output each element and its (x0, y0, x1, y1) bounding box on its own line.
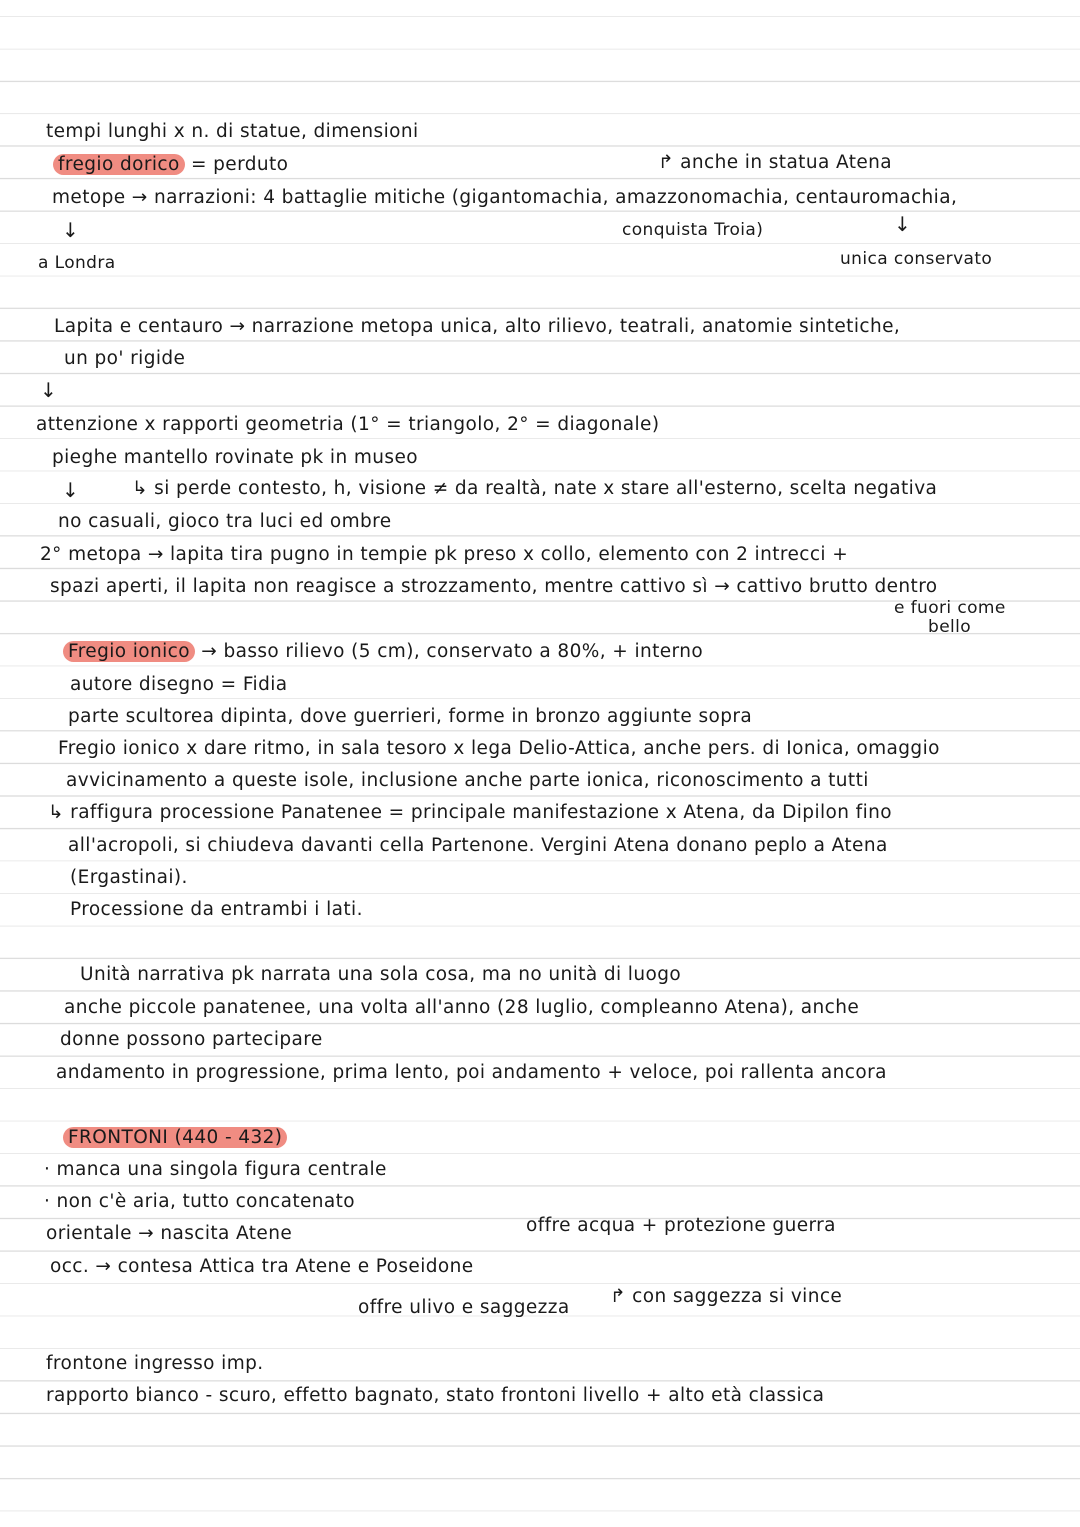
note-line: (Ergastinai). (70, 867, 188, 888)
note-line: Lapita e centauro → narrazione metopa unica, alto rilievo, teatrali, anatomie sintetiche, (54, 316, 901, 337)
note-line: · non c'è aria, tutto concatenato (44, 1191, 355, 1212)
note-line: rapporto bianco - scuro, effetto bagnato, stato frontoni livello + alto età classica (46, 1385, 825, 1406)
note-annotation: ↱ anche in statua Atena (658, 152, 893, 173)
note-annotation: ↱ con saggezza si vince (610, 1286, 843, 1307)
note-line: conquista Troia) (622, 220, 764, 240)
highlight-heading: Fregio ionico (63, 641, 195, 662)
note-line: autore disegno = Fidia (70, 674, 288, 695)
arrow-down-icon: ↓ (62, 478, 79, 502)
note-line: Unità narrativa pk narrata una sola cosa, ma no unità di luogo (80, 964, 682, 985)
highlight-heading: fregio dorico (53, 154, 185, 175)
note-line: pieghe mantello rovinate pk in museo (52, 447, 418, 468)
note-text: = perduto (184, 154, 289, 175)
note-line (68, 640, 703, 664)
note-line: ↳ si perde contesto, h, visione ≠ da realtà, nate x stare all'esterno, scelta negativa (132, 478, 938, 499)
arrow-down-icon: ↓ (894, 212, 911, 236)
note-line: ↳ raffigura processione Panatenee = principale manifestazione x Atena, da Dipilon fino (48, 802, 892, 823)
note-line: offre ulivo e saggezza (358, 1297, 570, 1318)
note-line: metope → narrazioni: 4 battaglie mitiche (gigantomachia, amazzonomachia, centauromachia, (52, 187, 958, 208)
arrow-down-icon: ↓ (62, 218, 79, 242)
note-line: parte scultorea dipinta, dove guerrieri, forme in bronzo aggiunte sopra (68, 706, 753, 727)
note-line: occ. → contesa Attica tra Atene e Poseidone (50, 1256, 474, 1277)
arrow-down-icon: ↓ (40, 378, 57, 402)
note-line: tempi lunghi x n. di statue, dimensioni (46, 121, 419, 142)
note-line: no casuali, gioco tra luci ed ombre (58, 511, 392, 532)
note-line: orientale → nascita Atene (46, 1223, 293, 1244)
note-line: · manca una singola figura centrale (44, 1159, 387, 1180)
note-line: e fuori come (894, 598, 1006, 618)
note-line (58, 153, 288, 177)
note-text: → basso rilievo (5 cm), conservato a 80%, + interno (194, 641, 704, 662)
note-line: anche piccole panatenee, una volta all'anno (28 luglio, compleanno Atena), anche (64, 997, 860, 1018)
highlight-heading: FRONTONI (440 - 432) (63, 1127, 287, 1148)
note-line: bello (928, 617, 972, 637)
note-line: unica conservato (840, 249, 993, 269)
note-line: spazi aperti, il lapita non reagisce a strozzamento, mentre cattivo sì → cattivo brutto dentro (50, 576, 938, 597)
note-line: a Londra (38, 253, 116, 273)
note-line: avvicinamento a queste isole, inclusione anche parte ionica, riconoscimento a tutti (66, 770, 869, 791)
note-annotation: offre acqua + protezione guerra (526, 1215, 836, 1236)
note-line: Fregio ionico x dare ritmo, in sala tesoro x lega Delio-Attica, anche pers. di Ionica, omaggio (58, 738, 940, 759)
note-line: Processione da entrambi i lati. (70, 899, 363, 920)
note-line: donne possono partecipare (60, 1029, 323, 1050)
note-line: un po' rigide (64, 348, 186, 369)
note-line: frontone ingresso imp. (46, 1353, 264, 1374)
note-line: 2° metopa → lapita tira pugno in tempie pk preso x collo, elemento con 2 intrecci + (40, 544, 849, 565)
note-line: attenzione x rapporti geometria (1° = triangolo, 2° = diagonale) (36, 414, 660, 435)
note-line: andamento in progressione, prima lento, poi andamento + veloce, poi rallenta ancora (56, 1062, 887, 1083)
note-line (68, 1126, 287, 1150)
note-line: all'acropoli, si chiudeva davanti cella Partenone. Vergini Atena donano peplo a Atena (68, 835, 888, 856)
